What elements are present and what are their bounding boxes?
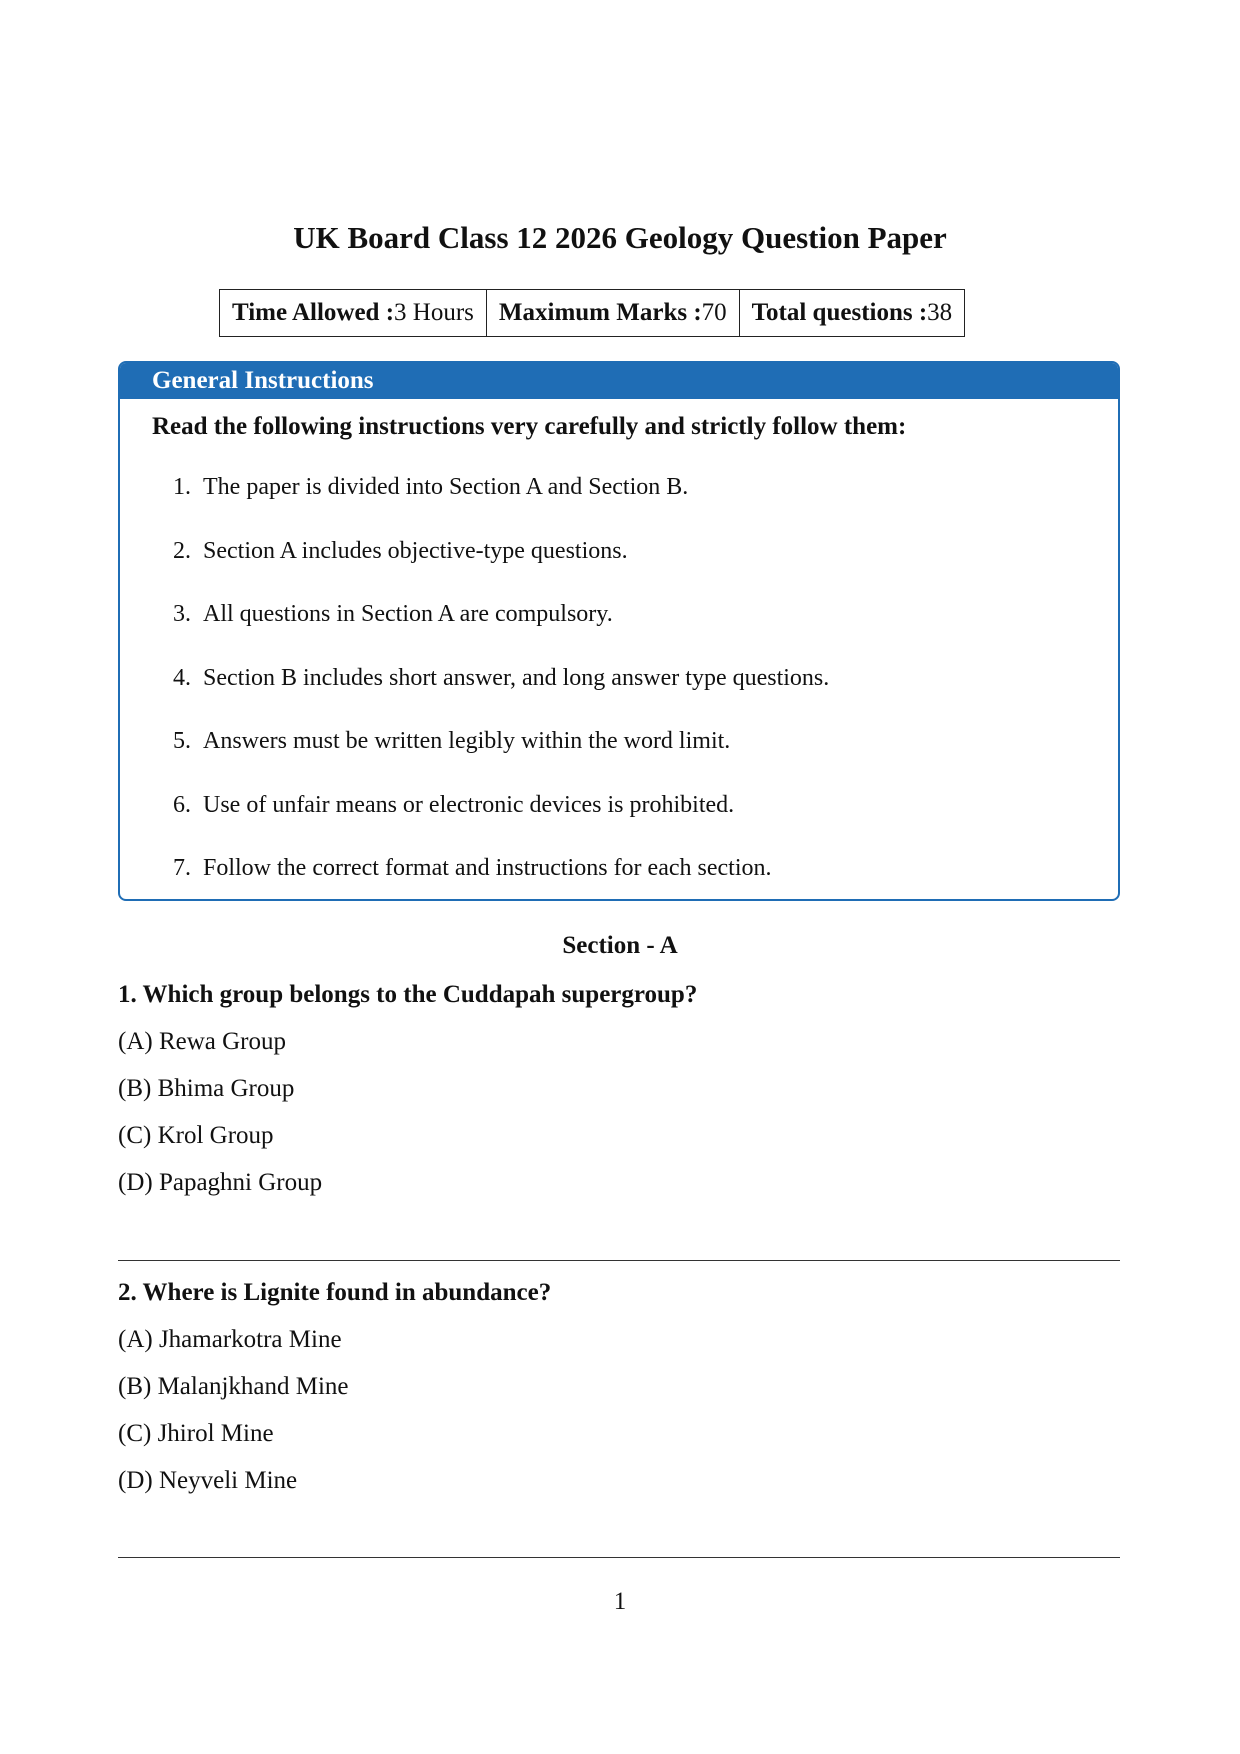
instruction-text: Use of unfair means or electronic devices is prohibited.: [203, 791, 735, 818]
instruction-item: [120, 598, 1118, 662]
instruction-number: 6.: [173, 791, 191, 818]
instruction-text: Follow the correct format and instructions for each section.: [203, 855, 772, 881]
section-a-heading: Section - A: [562, 932, 678, 959]
instruction-item: [120, 852, 1118, 901]
option-c: (C) Jhirol Mine: [118, 1420, 274, 1447]
maximum-marks-label: Maximum Marks :: [498, 299, 702, 326]
option-a: (A) Rewa Group: [118, 1028, 287, 1055]
option-b: (B) Bhima Group: [118, 1075, 295, 1102]
question-2: [118, 1276, 1120, 1498]
question-divider: [118, 1260, 1120, 1261]
time-allowed-cell: [220, 290, 487, 337]
instruction-number: 5.: [173, 728, 191, 754]
instruction-item: [120, 471, 1118, 535]
time-allowed-value: 3 Hours: [394, 299, 474, 326]
instruction-text: Section A includes objective-type questions.: [203, 537, 628, 564]
question-1: [118, 978, 1120, 1200]
instruction-number: 7.: [173, 855, 191, 881]
total-questions-cell: [739, 290, 965, 337]
option-a: (A) Jhamarkotra Mine: [118, 1326, 342, 1353]
question-text: 2. Where is Lignite found in abundance?: [118, 1279, 552, 1306]
question-divider: [118, 1557, 1120, 1558]
option-d: (D) Papaghni Group: [118, 1169, 323, 1196]
instruction-item: [120, 535, 1118, 599]
instruction-text: Answers must be written legibly within the word limit.: [203, 728, 731, 754]
instruction-item: [120, 725, 1118, 789]
instruction-number: 1.: [173, 474, 191, 500]
instructions-header: General Instructions: [120, 363, 1118, 399]
option-d: (D) Neyveli Mine: [118, 1467, 298, 1494]
instructions-list: [120, 471, 1118, 901]
page-title: UK Board Class 12 2026 Geology Question Paper: [293, 220, 947, 255]
paper-meta-table: [219, 289, 965, 337]
instruction-text: The paper is divided into Section A and Section B.: [203, 474, 689, 500]
maximum-marks-value: 70: [701, 299, 727, 326]
instruction-item: [120, 662, 1118, 726]
option-c: (C) Krol Group: [118, 1122, 274, 1149]
maximum-marks-cell: [486, 290, 739, 337]
instructions-intro: Read the following instructions very carefully and strictly follow them:: [152, 413, 907, 440]
option-b: (B) Malanjkhand Mine: [118, 1373, 349, 1400]
instruction-number: 4.: [173, 664, 191, 691]
instruction-text: Section B includes short answer, and long answer type questions.: [203, 664, 830, 691]
instruction-item: [120, 789, 1118, 853]
page-number: 1: [613, 1588, 627, 1615]
instruction-number: 3.: [173, 601, 191, 627]
question-text: 1. Which group belongs to the Cuddapah supergroup?: [118, 981, 698, 1008]
total-questions-label: Total questions :: [751, 299, 928, 326]
instruction-number: 2.: [173, 537, 191, 564]
general-instructions-box: [118, 361, 1120, 901]
instruction-text: All questions in Section A are compulsory.: [203, 601, 613, 627]
time-allowed-label: Time Allowed :: [232, 299, 395, 326]
total-questions-value: 38: [927, 299, 953, 326]
